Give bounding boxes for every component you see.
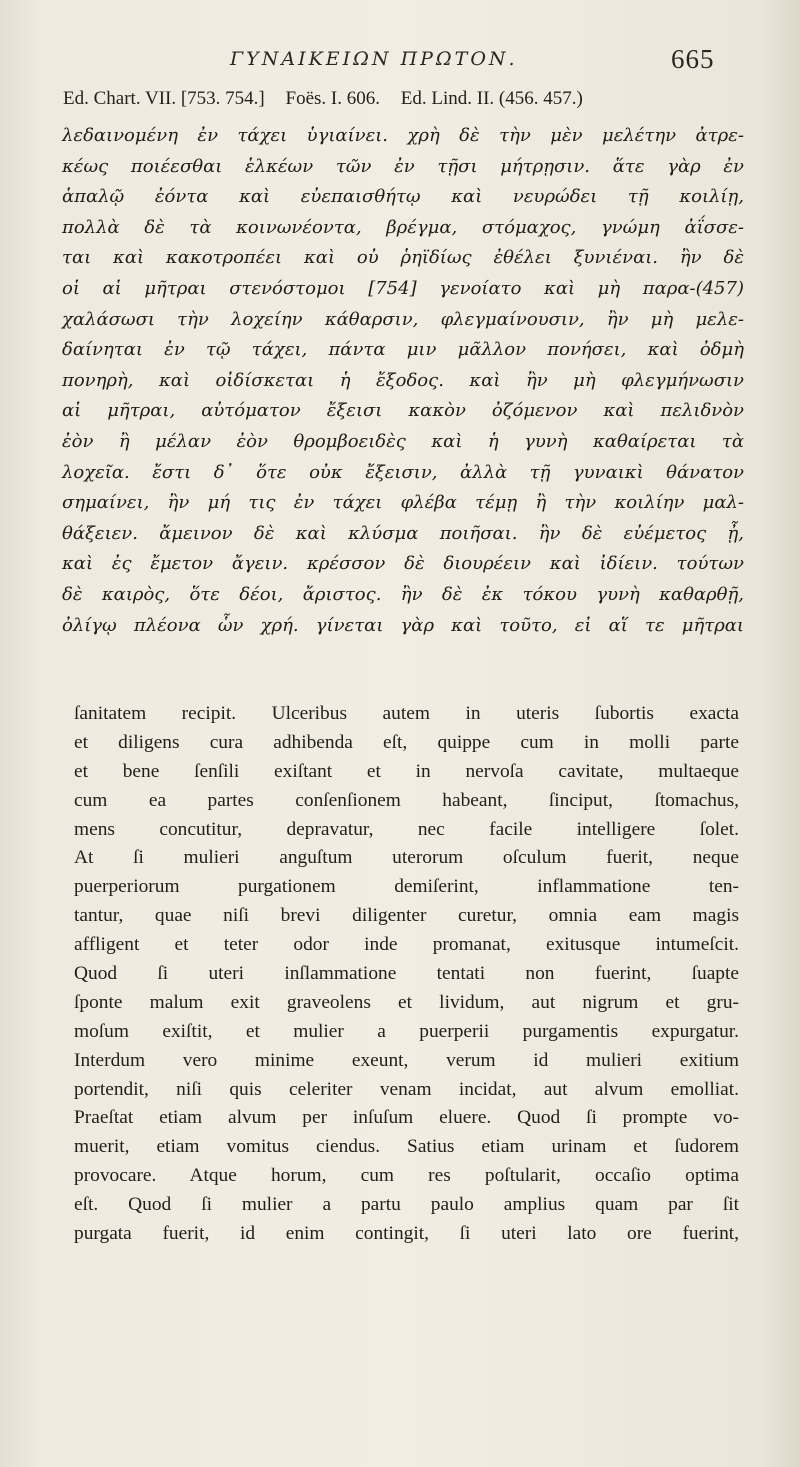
- latin-line: purgata fuerit, id enim contingit, ſi uteri lato ore fuerint,: [74, 1223, 739, 1245]
- latin-line: At ſi mulieri anguſtum uterorum oſculum fuerit, neque: [74, 847, 739, 869]
- greek-line: ται καὶ κακοτροπέει καὶ οὐ ῥηϊδίως ἐθέλει ξυνιέναι. ἢν δὲ: [62, 247, 744, 269]
- reference-foesius: Foës. I. 606.: [285, 88, 380, 109]
- latin-line: tantur, quae niſi brevi diligenter curetur, omnia eam magis: [74, 905, 739, 927]
- greek-line: ὀλίγῳ πλέονα ὧν χρή. γίνεται γὰρ καὶ τοῦτο, εἰ αἵ τε μῆτραι: [62, 614, 744, 636]
- latin-line: Interdum vero minime exeunt, verum id mulieri exitium: [74, 1049, 739, 1071]
- latin-line: et diligens cura adhibenda eſt, quippe cum in molli parte: [74, 731, 739, 753]
- latin-line: provocare. Atque horum, cum res poſtularit, occaſio optima: [74, 1165, 739, 1187]
- latin-line: mens concutitur, depravatur, nec facile intelligere ſolet.: [74, 818, 739, 840]
- greek-line: λεδαινομένη ἐν τάχει ὑγιαίνει. χρὴ δὲ τὴν μὲν μελέτην ἀτρε-: [62, 125, 744, 146]
- greek-line: λοχεῖα. ἔστι δ᾿ ὅτε οὐκ ἔξεισιν, ἀλλὰ τῇ γυναικὶ θάνατον: [62, 461, 744, 483]
- greek-line: δὲ καιρὸς, ὅτε δέοι, ἄριστος. ἢν δὲ ἐκ τόκου γυνὴ καθαρθῇ,: [62, 583, 744, 605]
- latin-line: eſt. Quod ſi mulier a partu paulo amplius quam par ſit: [74, 1194, 739, 1216]
- page-number: 665: [671, 44, 715, 74]
- latin-line: puerperiorum purgationem demiſerint, inflammatione ten-: [74, 876, 739, 898]
- latin-line: portendit, niſi quis celeriter venam incidat, aut alvum emolliat.: [74, 1078, 739, 1100]
- latin-line: affligent et teter odor inde promanat, exitusque intumeſcit.: [74, 934, 739, 956]
- greek-line: σημαίνει, ἢν μή τις ἐν τάχει φλέβα τέμῃ ἢ τὴν κοιλίην μαλ-: [62, 492, 744, 514]
- greek-line: οἱ αἱ μῆτραι στενόστομοι [754] γενοίατο καὶ μὴ παρα-(457): [62, 277, 744, 299]
- latin-line: muerit, etiam vomitus ciendus. Satius etiam urinam et ſudorem: [74, 1136, 739, 1158]
- reference-chartier: Ed. Chart. VII. [753. 754.]: [63, 88, 265, 109]
- latin-translation-block: [74, 700, 739, 1249]
- greek-line: καὶ ἐς ἔμετον ἄγειν. κρέσσον δὲ διουρέειν καὶ ἰδίειν. τούτων: [62, 553, 744, 575]
- greek-line: θάξειεν. ἄμεινον δὲ καὶ κλύσμα ποιῆσαι. ἢν δὲ εὐέμετος ᾖ,: [62, 522, 744, 544]
- latin-line: moſum exiſtit, et mulier a puerperii purgamentis expurgatur.: [74, 1020, 739, 1042]
- latin-line: Quod ſi uteri inſlammatione tentati non fuerint, ſuapte: [74, 963, 739, 985]
- running-title: ΓΥΝΑΙΚΕΙΩΝ ΠΡΩΤΟΝ.: [230, 48, 518, 70]
- latin-line: cum ea partes conſenſionem habeant, ſinciput, ſtomachus,: [74, 789, 739, 811]
- greek-line: πονηρὴ, καὶ οἰδίσκεται ἡ ἔξοδος. καὶ ἢν μὴ φλεγμήνωσιν: [62, 369, 744, 391]
- latin-line: et bene ſenſili exiſtant et in nervoſa cavitate, multaeque: [74, 760, 739, 782]
- latin-line: ſanitatem recipit. Ulceribus autem in uteris ſubortis exacta: [74, 703, 739, 724]
- greek-line: ἁπαλῷ ἐόντα καὶ εὐεπαισθήτῳ καὶ νευρώδει τῇ κοιλίῃ,: [62, 186, 744, 208]
- greek-line: κέως ποιέεσθαι ἑλκέων τῶν ἐν τῇσι μήτρῃσιν. ἅτε γὰρ ἐν: [62, 155, 744, 177]
- edition-references: [63, 88, 599, 110]
- latin-line: Praeſtat etiam alvum per inſuſum eluere. Quod ſi prompte vo-: [74, 1107, 739, 1129]
- greek-line: δαίνηται ἐν τῷ τάχει, πάντα μιν μᾶλλον πονήσει, καὶ ὀδμὴ: [62, 339, 744, 361]
- greek-text-block: [62, 121, 744, 641]
- greek-line: πολλὰ δὲ τὰ κοινωνέοντα, βρέγμα, στόμαχος, γνώμη ἀΐσσε-: [62, 216, 744, 238]
- greek-line: ἐὸν ἢ μέλαν ἐὸν θρομβοειδὲς καὶ ἡ γυνὴ καθαίρεται τὰ: [62, 430, 744, 452]
- greek-line: χαλάσωσι τὴν λοχείην κάθαρσιν, φλεγμαίνουσιν, ἢν μὴ μελε-: [62, 308, 744, 330]
- greek-line: αἱ μῆτραι, αὐτόματον ἔξεισι κακὸν ὀζόμενον καὶ πελιδνὸν: [62, 400, 744, 422]
- reference-linden: Ed. Lind. II. (456. 457.): [400, 88, 583, 109]
- latin-line: ſponte malum exit graveolens et lividum, aut nigrum et gru-: [74, 991, 739, 1013]
